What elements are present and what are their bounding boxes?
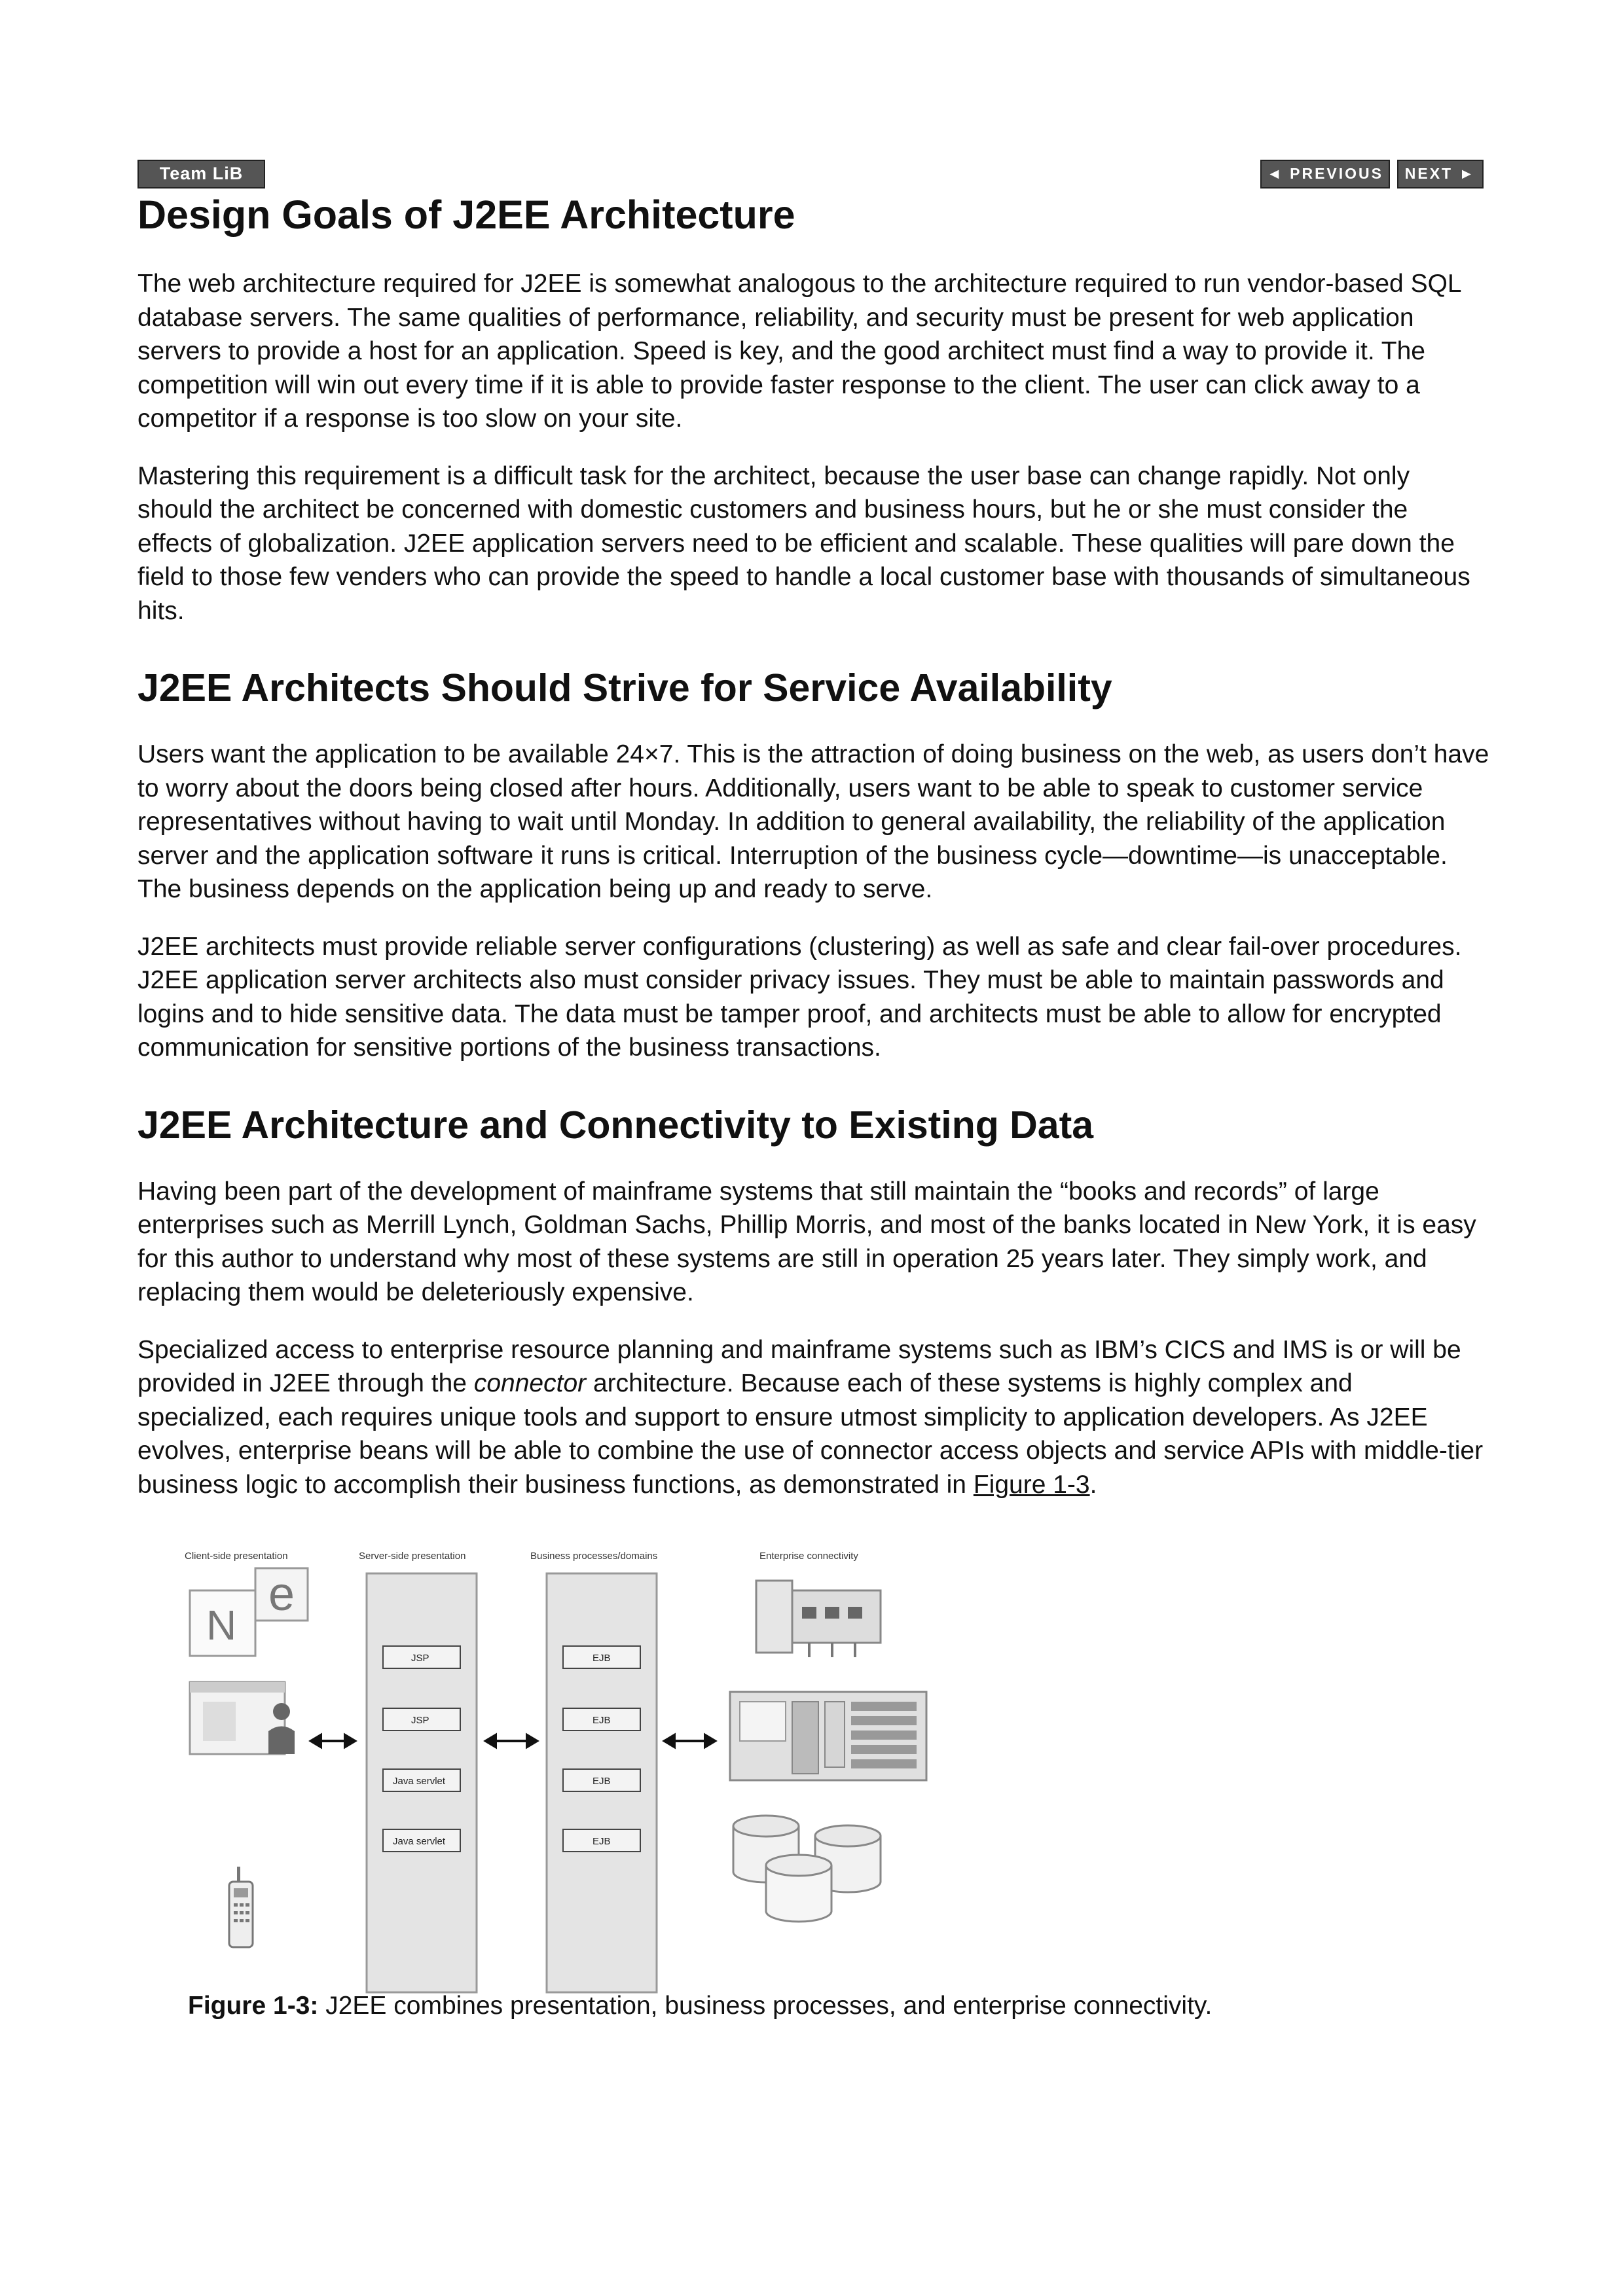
section-heading-availability: J2EE Architects Should Strive for Service Availability bbox=[137, 666, 1112, 709]
intro-paragraph-2: Mastering this requirement is a difficult task for the architect, because the user base can change rapidly. Not only should the architect be concerned with domestic customers and business hours, but he or she must consider the effects of globalization. J2EE application servers need to be efficient and scalable. These qualities will pare down the field to those few venders who can provide the speed to handle a local customer base with thousands of simultaneous hits. bbox=[137, 461, 1470, 625]
mobile-phone-icon bbox=[229, 1867, 253, 1947]
connectivity-paragraph-2 bbox=[137, 1333, 1489, 1502]
servlet-label-1: Java servlet bbox=[393, 1776, 446, 1787]
desktop-user-icon bbox=[190, 1682, 295, 1754]
previous-button[interactable]: ◄ PREVIOUS bbox=[1260, 160, 1390, 188]
architecture-diagram bbox=[177, 1545, 936, 2003]
connectivity-paragraph-1: Having been part of the development of mainframe systems that still maintain the “books and records” of large enterprises such as Merrill Lynch, Goldman Sachs, Phillip Morris, and most of the banks located in New York, it is easy for this author to understand why most of these systems are still in operation 25 years later. They simply work, and replacing them would be deleteriously expensive. bbox=[137, 1177, 1476, 1306]
servlet-label-2: Java servlet bbox=[393, 1836, 446, 1847]
arrow-business-enterprise bbox=[665, 1735, 715, 1747]
database-icons bbox=[733, 1816, 881, 1922]
caption-text: J2EE combines presentation, business processes, and enterprise connectivity. bbox=[318, 1992, 1213, 2020]
jsp-label-1: JSP bbox=[411, 1653, 429, 1664]
section-heading-connectivity: J2EE Architecture and Connectivity to Existing Data bbox=[137, 1103, 1094, 1147]
ejb-box-3 bbox=[563, 1769, 640, 1791]
header-server: Server-side presentation bbox=[359, 1551, 466, 1562]
servlet-box-1 bbox=[383, 1769, 460, 1791]
text-run: . bbox=[1089, 1470, 1097, 1499]
availability-paragraph-1: Users want the application to be available 24×7. This is the attraction of doing business on the web, as users don’t have to worry about the doors being closed after hours. Additionally, users want to be able to speak to customer service representatives without having to wait until Monday. In addition to general availability, the reliability of the application server and the application software it runs is critical. Interruption of the business cycle—downtime—is unacceptable. The business depends on the application being up and ready to serve. bbox=[137, 740, 1489, 903]
architecture-figure bbox=[177, 1545, 936, 2003]
figure-caption bbox=[188, 1990, 1212, 2022]
italic-term: connector bbox=[473, 1369, 587, 1397]
jsp-box-1 bbox=[383, 1646, 460, 1668]
ejb-box-2 bbox=[563, 1708, 640, 1731]
servlet-box-2 bbox=[383, 1829, 460, 1852]
arrow-server-business bbox=[486, 1735, 537, 1747]
ejb-label-3: EJB bbox=[593, 1776, 611, 1787]
header-client: Client-side presentation bbox=[185, 1551, 288, 1562]
browser-icons bbox=[190, 1568, 308, 1656]
ejb-label-1: EJB bbox=[593, 1653, 611, 1664]
article-body bbox=[137, 188, 1489, 1525]
mainframe-icon bbox=[730, 1692, 926, 1780]
next-button[interactable]: NEXT ► bbox=[1397, 160, 1484, 188]
erp-system-icon bbox=[756, 1581, 881, 1657]
ejb-box-4 bbox=[563, 1829, 640, 1852]
ejb-label-2: EJB bbox=[593, 1715, 611, 1726]
caption-label: Figure 1-3: bbox=[188, 1992, 319, 2020]
availability-paragraph-2: J2EE architects must provide reliable server configurations (clustering) as well as safe and clear fail-over procedures. J2EE application server architects also must consider privacy issues. They must be able to maintain passwords and logins and to hide sensitive data. The data must be tamper proof, and architects must be able to allow for encrypted communication for sensitive portions of the business transactions. bbox=[137, 932, 1462, 1062]
ejb-box-1 bbox=[563, 1646, 640, 1668]
text-run: Specialized access to enterprise resource planning and mainframe systems such as IBM’s CICS and IMS is or will be provided in J2EE through the bbox=[137, 1335, 1461, 1397]
intro-paragraph-1: The web architecture required for J2EE is somewhat analogous to the architecture required to run vendor-based SQL database servers. The same qualities of performance, reliability, and security must be present for web application servers to provide a host for an application. Speed is key, and the good architect must find a way to provide it. The competition will win out every time if it is able to provide faster response to the client. The user can click away to a competitor if a response is too slow on your site. bbox=[137, 270, 1461, 433]
team-lib-badge: Team LiB bbox=[137, 160, 265, 188]
header-business: Business processes/domains bbox=[530, 1551, 658, 1562]
text-run: architecture. Because each of these systems is highly complex and specialized, each requires unique tools and support to ensure utmost simplicity to application developers. As J2EE evolves, enterprise beans will be able to combine the use of connector access objects and service APIs with middle-tier business logic to accomplish their business functions, as demonstrated in bbox=[137, 1369, 1484, 1499]
browser-n-letter: N bbox=[206, 1602, 237, 1649]
browser-e-letter: e bbox=[268, 1568, 295, 1621]
arrow-client-server bbox=[311, 1735, 355, 1747]
figure-link[interactable]: Figure 1-3 bbox=[973, 1470, 1090, 1499]
page-title: Design Goals of J2EE Architecture bbox=[137, 192, 795, 237]
jsp-label-2: JSP bbox=[411, 1715, 429, 1726]
ejb-label-4: EJB bbox=[593, 1836, 611, 1847]
header-enterprise: Enterprise connectivity bbox=[759, 1551, 858, 1562]
jsp-box-2 bbox=[383, 1708, 460, 1731]
